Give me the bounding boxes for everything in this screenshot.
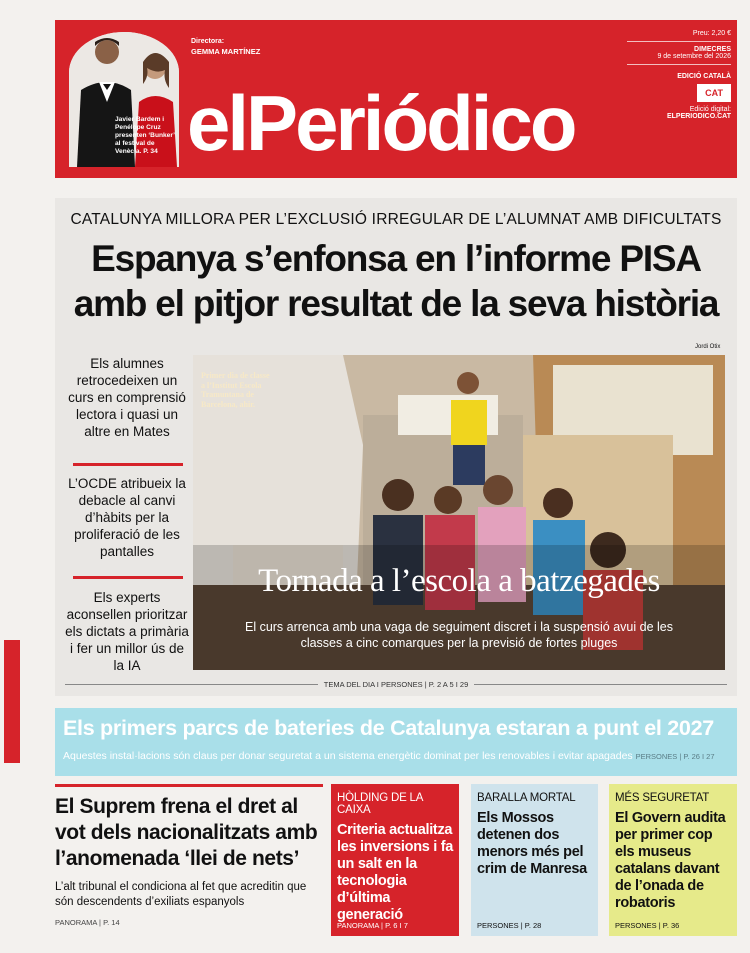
headline-line-1: Espanya s’enfonsa en l’informe PISA <box>91 238 701 279</box>
red-edge-marker <box>4 640 20 763</box>
lead-point-3: Els experts aconsellen prioritzar els dictats a primària i fer un millor ús de la IA <box>65 590 189 673</box>
lead-point-2: L’OCDE atribueix la debacle al canvi d’hàbits per la proliferació de les pantalles <box>68 476 186 559</box>
tema-label: TEMA DEL DIA I PERSONES | P. 2 A 5 I 29 <box>318 680 475 689</box>
section-reference <box>65 680 727 689</box>
lead-photo[interactable] <box>193 355 725 670</box>
photo-subtitle: El curs arrenca amb una vaga de seguiment discret i la suspensió avui de les classes a cinc comarques per la previsió de fortes pluges <box>244 620 673 650</box>
box-kicker: MÉS SEGURETAT <box>615 792 710 804</box>
box-section: PANORAMA | P. 6 I 7 <box>337 921 408 930</box>
divider <box>55 784 323 787</box>
box-section: PERSONES | P. 28 <box>477 921 542 930</box>
lead-headline[interactable] <box>55 236 737 326</box>
masthead <box>55 20 737 178</box>
story-criteria[interactable] <box>331 784 459 936</box>
energy-band[interactable] <box>55 708 737 776</box>
date: 9 de setembre del 2026 <box>657 53 731 60</box>
box-section: PERSONES | P. 36 <box>615 921 680 930</box>
lead-kicker: CATALUNYA MILLORA PER L’EXCLUSIÓ IRREGULAR DE L’ALUMNAT AMB DIFICULTATS <box>70 211 722 228</box>
story-section: PANORAMA | P. 14 <box>55 918 120 927</box>
edition-label: EDICIÓ CATALÀ <box>677 73 731 80</box>
band-section: PERSONES | P. 26 I 27 <box>635 752 715 761</box>
price: Preu: 2,20 € <box>692 30 731 37</box>
photo-caption: Primer dia de classe a l’Institut Escola Tramuntana de Barcelona, ahir. <box>201 371 270 409</box>
box-headline: Criteria actualitza les inversions i fa un salt en la tecnologia d’última generació <box>337 822 453 923</box>
divider <box>73 463 183 466</box>
story-mossos[interactable] <box>471 784 598 936</box>
box-kicker: HÒLDING DE LA CAIXA <box>337 792 423 816</box>
headline-line-2: amb el pitjor resultat de la seva història <box>73 283 719 324</box>
weekday: DIMECRES <box>694 46 731 53</box>
photo-credit: Jordi Otix <box>695 344 721 350</box>
director-label: Directora: <box>191 38 225 45</box>
lead-section <box>55 198 737 696</box>
newspaper-logo[interactable]: elPeriódico <box>187 79 575 167</box>
masthead-info <box>627 30 731 120</box>
divider <box>627 64 731 65</box>
story-suprem[interactable] <box>55 784 323 938</box>
band-subtitle <box>63 750 715 762</box>
divider <box>73 576 183 579</box>
director-name: GEMMA MARTÍNEZ <box>191 47 261 56</box>
band-text: Aquestes instal·lacions són claus per donar seguretat a un sistema energètic dominat per les renovables i evitar apagades <box>63 750 633 762</box>
box-headline: El Govern audita per primer cop els museus catalans davant de l’onada de robatoris <box>615 810 726 911</box>
photo-title[interactable]: Tornada a l’escola a batzegades <box>258 563 660 599</box>
story-headline: El Suprem frena el dret al vot dels nacionalitzats amb l’anomenada ‘llei de nets’ <box>55 795 318 870</box>
lead-point-1: Els alumnes retrocedeixen un curs en comprensió lectora i quasi un altre en Mates <box>68 356 186 439</box>
photo-caption: Javier Bardem i Penélope Cruz presenten ‘Bunker’ al festival de Venècia. P. 34 <box>115 116 175 155</box>
story-museus[interactable] <box>609 784 737 936</box>
box-kicker: BARALLA MORTAL <box>477 792 576 804</box>
digital-url[interactable]: ELPERIODICO.CAT <box>666 113 731 120</box>
band-headline: Els primers parcs de bateries de Catalunya estaran a punt el 2027 <box>63 716 714 740</box>
digital-label: Edició digital: <box>689 106 731 113</box>
box-headline: Els Mossos detenen dos menors més pel crim de Manresa <box>477 810 587 877</box>
story-text: L’alt tribunal el condiciona al fet que acreditin que són descendents d’exiliats espanyols <box>55 881 307 908</box>
edition-badge[interactable]: CAT <box>697 84 731 102</box>
divider <box>627 41 731 42</box>
